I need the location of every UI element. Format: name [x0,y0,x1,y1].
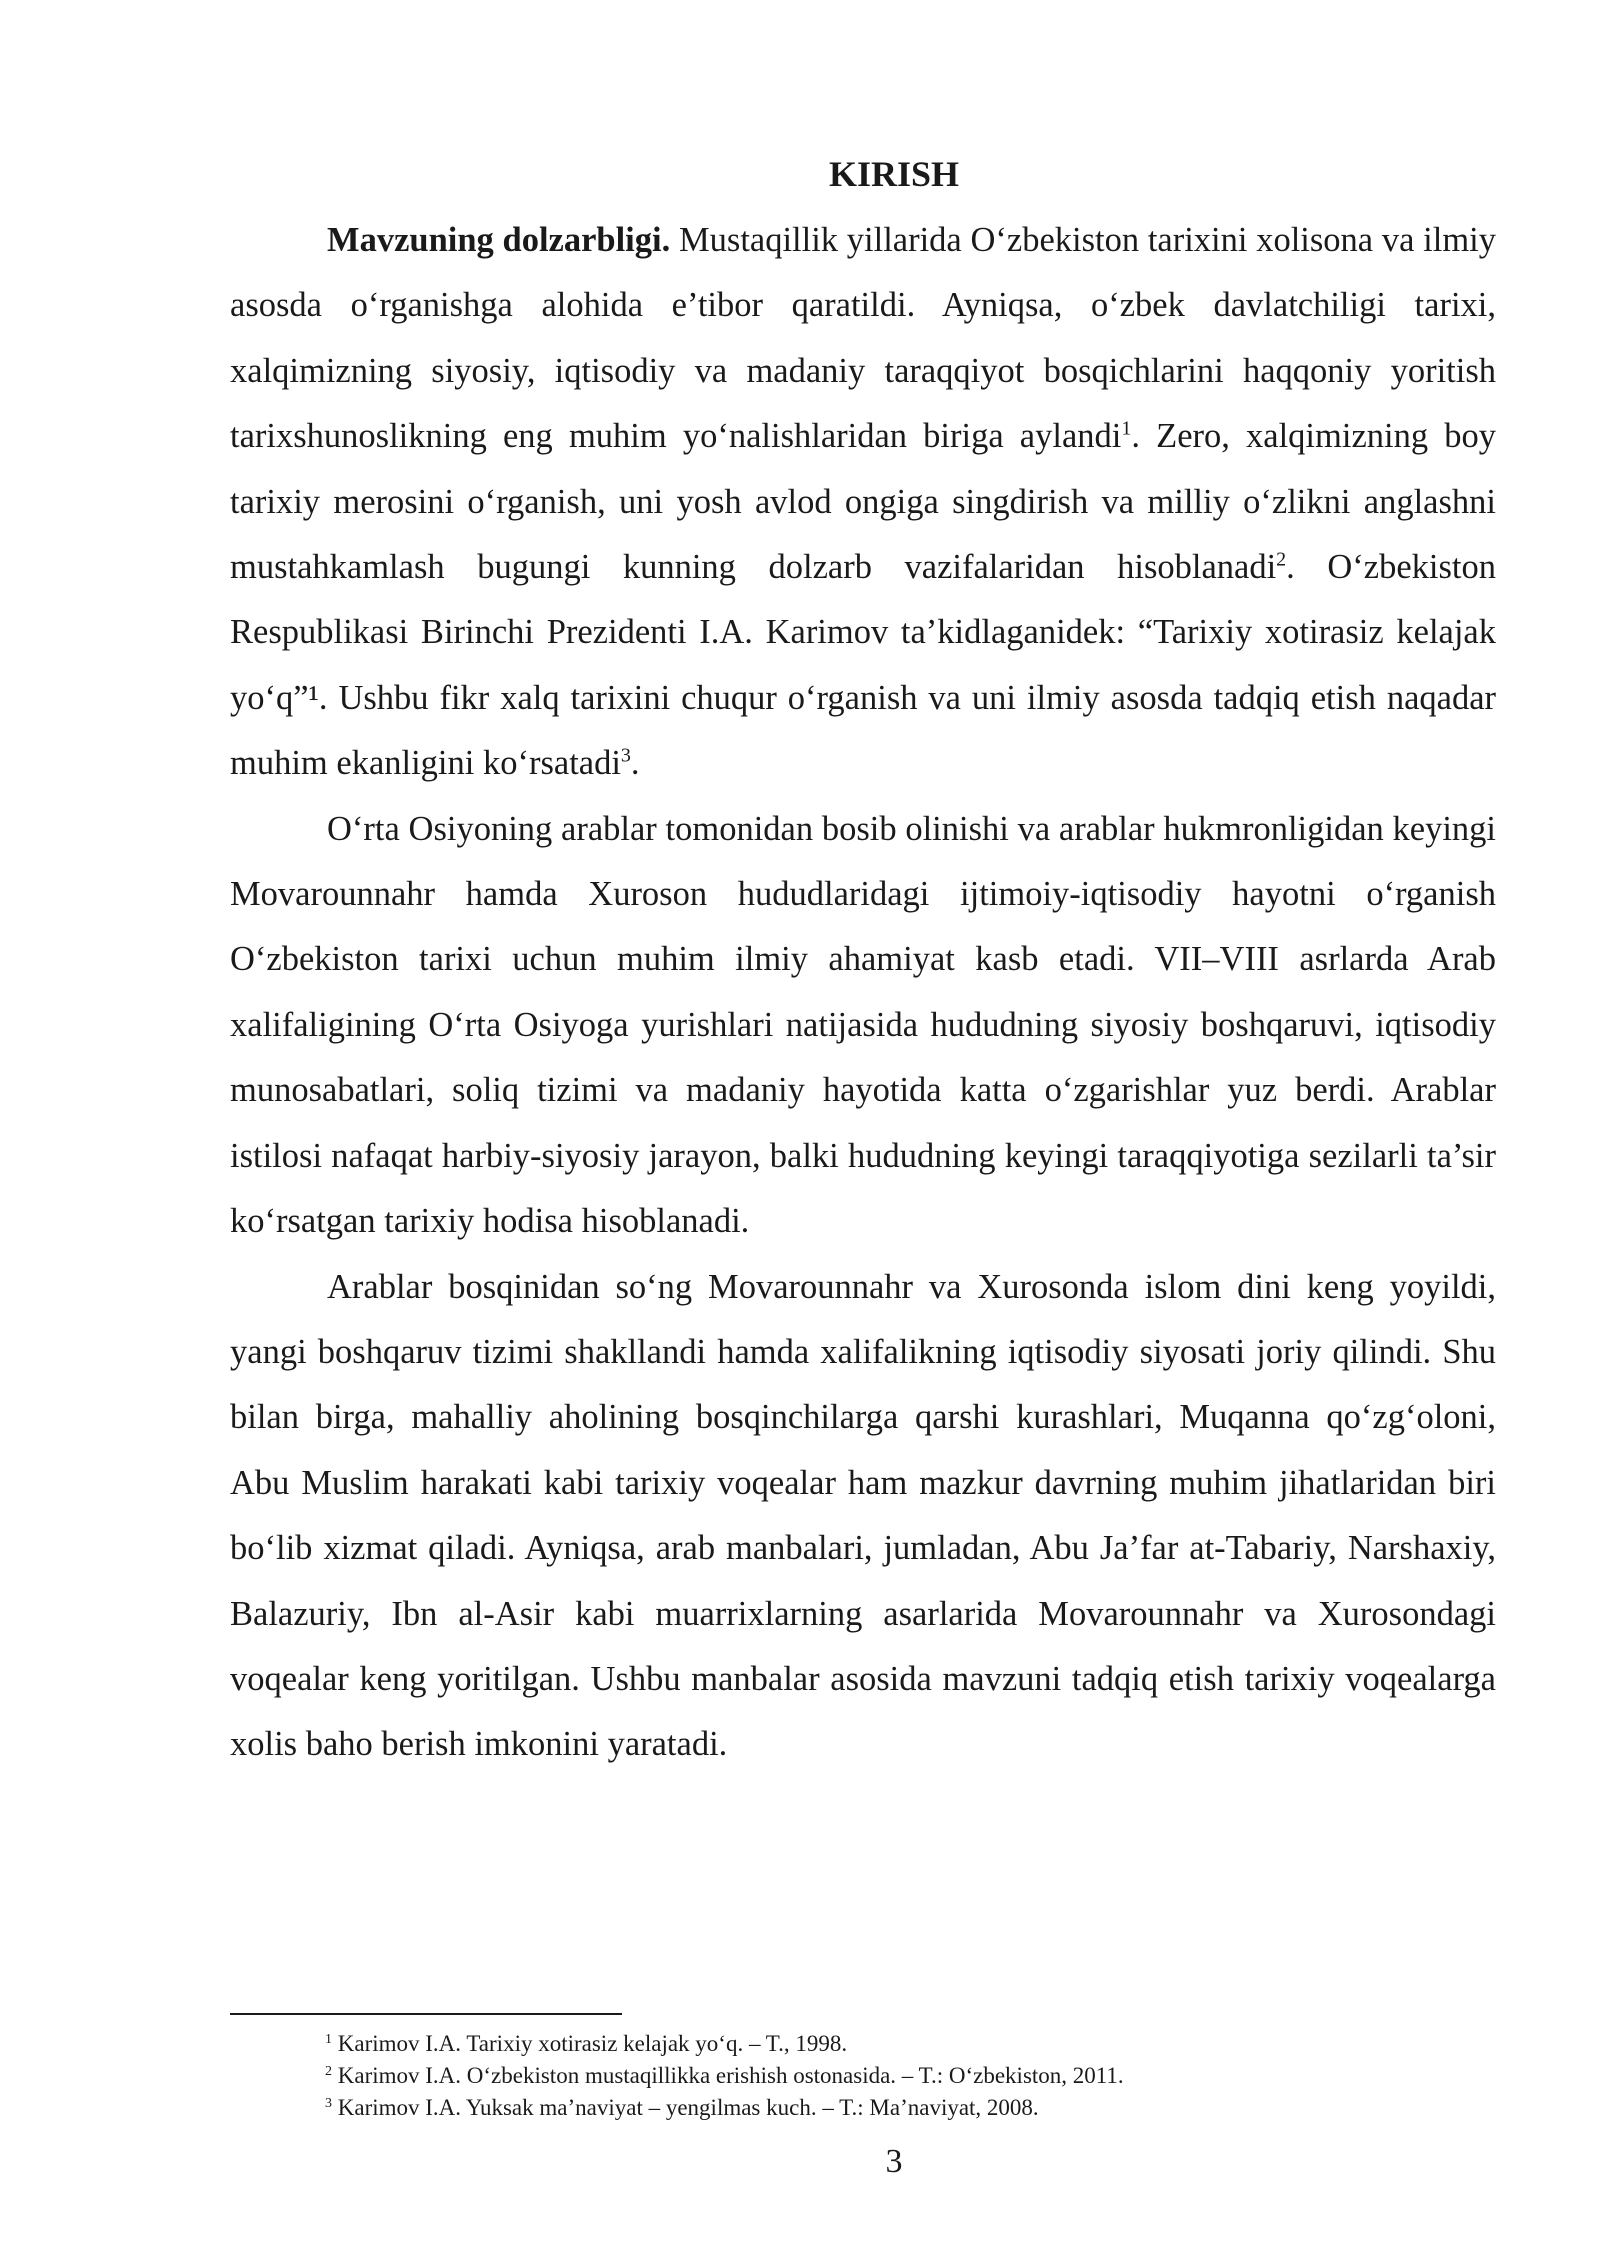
footnote-2 [325,2060,1495,2092]
footnote-text: Karimov I.A. Tarixiy xotirasiz kelajak yo‘q. – T., 1998. [332,2031,848,2056]
footnotes [325,2028,1495,2124]
footnote-ref-3: 3 [620,744,631,767]
footnote-3 [325,2092,1495,2124]
paragraph-arab-conquest: O‘rta Osiyoning arablar tomonidan bosib olinishi va arablar hukmronligidan keyingi Movarounnahr hamda Xuroson hududlaridagi ijtimoiy-iqtisodiy hayotni o‘rganish O‘zbekiston tarixi uchun muhim ilmiy ahamiyat kasb etadi. VII–VIII asrlarda Arab xalifaligining O‘rta Osiyoga yurishlari natijasida hududning siyosiy boshqaruvi, iqtisodiy munosabatlari, soliq tizimi va madaniy hayotida katta o‘zgarishlar yuz berdi. Arablar istilosi nafaqat harbiy-siyosiy jarayon, balki hududning keyingi taraqqiyotiga sezilarli ta’sir ko‘rsatgan tarixiy hodisa hisoblanadi. [230,809,1496,1241]
footnote-number: 2 [325,2064,332,2079]
footnote-ref-2: 2 [1276,548,1287,571]
footnote-number: 3 [325,2096,332,2111]
paragraph-relevance [230,208,1496,797]
paragraph-lead: Mavzuning dolzarbligi. [327,221,671,259]
footnote-text: Karimov I.A. Yuksak ma’naviyat – yengilmas kuch. – T.: Ma’naviyat, 2008. [332,2095,1039,2120]
footnote-1 [325,2028,1495,2060]
body-text [230,208,1496,1778]
paragraph-after-conquest: Arablar bosqinidan so‘ng Movarounnahr va Xurosonda islom dini keng yoyildi, yangi boshqaruv tizimi shakllandi hamda xalifalikning iqtisodiy siyosati joriy qilindi. Shu bilan birga, mahalliy aholining bosqinchilarga qarshi kurashlari, Muqanna qo‘zg‘oloni, Abu Muslim harakati kabi tarixiy voqealar ham mazkur davrning muhim jihatlaridan biri bo‘lib xizmat qiladi. Ayniqsa, arab manbalari, jumladan, Abu Ja’far at-Tabariy, Narshaxiy, Balazuriy, Ibn al-Asir kabi muarrixlarning asarlarida Movarounnahr va Xurosondagi voqealar keng yoritilgan. Ushbu manbalar asosida mavzuni tadqiq etish tarixiy voqealarga xolis baho berish imkonini yaratadi. [230,1267,1496,1764]
footnote-text: Karimov I.A. O‘zbekiston mustaqillikka erishish ostonasida. – T.: O‘zbekiston, 2011. [332,2063,1124,2088]
footnote-number: 1 [325,2032,332,2047]
page-number: 3 [885,2143,903,2180]
paragraph-text: . O‘zbekiston Respublikasi Birinchi Prezidenti I.A. Karimov ta’kidlaganidek: “Tarixiy xotirasiz kelajak yo‘q”¹. Ushbu fikr xalq tarixini chuqur o‘rganish va uni ilmiy asosda tadqiq etish naqadar muhim ekanligini ko‘rsatadi [230,548,1496,783]
paragraph-text: Mustaqillik yillarida O‘zbekiston tarixini xolisona va ilmiy asosda o‘rganishga alohida e’tibor qaratildi. Ayniqsa, o‘zbek davlatchiligi tarixi, xalqimizning siyosiy, iqtisodiy va madaniy taraqqiyot bosqichlarini haqqoniy yoritish tarixshunoslikning eng muhim yo‘nalishlaridan biriga aylandi [230,221,1496,456]
footnote-ref-1: 1 [1121,417,1132,440]
section-title: KIRISH [828,154,960,194]
paragraph-text: . Zero, xalqimizning boy tarixiy merosini o‘rganish, uni yosh avlod ongiga singdirish va milliy o‘zlikni anglashni mustahkamlash bugungi kunning dolzarb vazifalaridan hisoblanadi [230,417,1496,587]
footnote-separator [230,2013,622,2015]
paragraph-text: . [630,744,640,783]
